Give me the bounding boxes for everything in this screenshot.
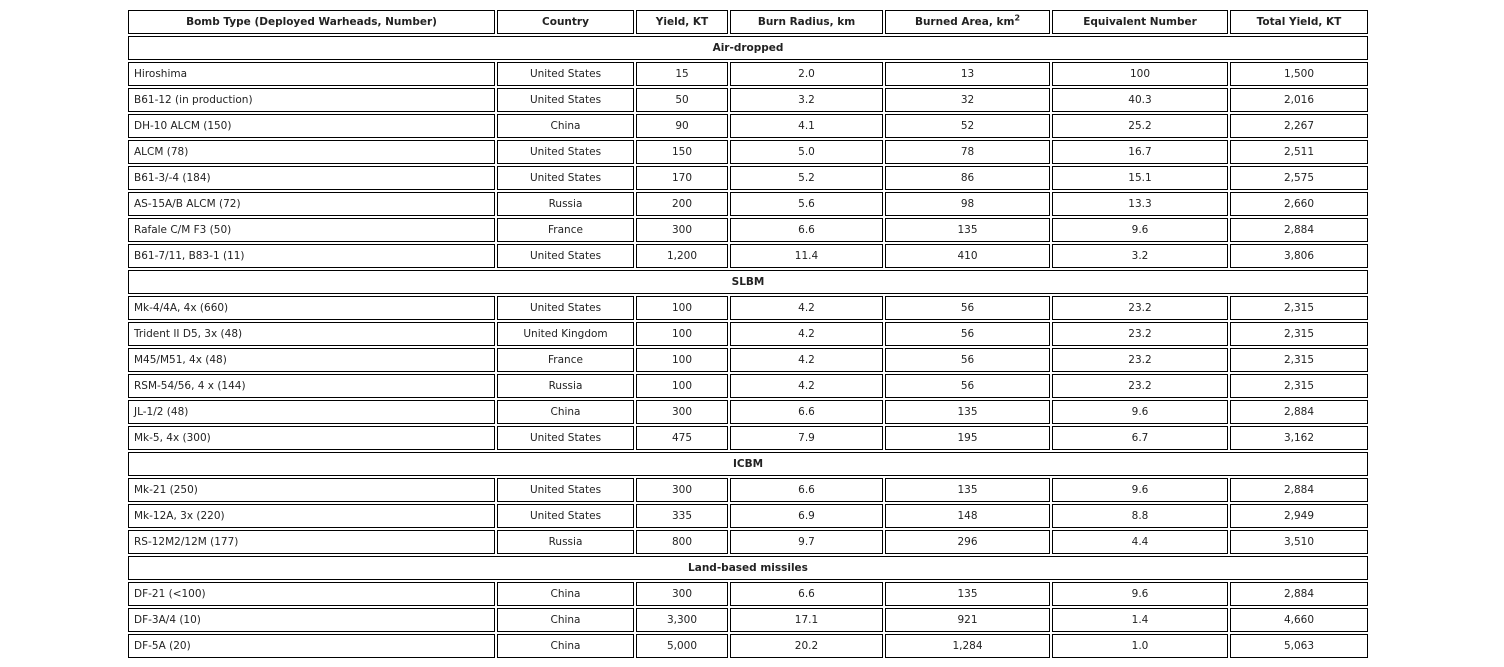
- cell-total-yield: 2,575: [1230, 166, 1368, 190]
- cell-yield: 100: [636, 296, 728, 320]
- table-row: [128, 166, 1368, 190]
- cell-total-yield: 2,315: [1230, 374, 1368, 398]
- section-row: [128, 556, 1368, 580]
- cell-bomb-type: AS-15A/B ALCM (72): [128, 192, 495, 216]
- cell-country: United States: [497, 88, 634, 112]
- cell-burn-radius: 17.1: [730, 608, 883, 632]
- cell-burned-area: 98: [885, 192, 1050, 216]
- cell-burn-radius: 6.9: [730, 504, 883, 528]
- cell-equivalent-number: 1.0: [1052, 634, 1228, 658]
- cell-burn-radius: 4.1: [730, 114, 883, 138]
- cell-total-yield: 2,511: [1230, 140, 1368, 164]
- cell-yield: 1,200: [636, 244, 728, 268]
- cell-burn-radius: 6.6: [730, 400, 883, 424]
- cell-burned-area: 56: [885, 348, 1050, 372]
- cell-burn-radius: 4.2: [730, 322, 883, 346]
- table-row: [128, 608, 1368, 632]
- cell-equivalent-number: 25.2: [1052, 114, 1228, 138]
- cell-total-yield: 5,063: [1230, 634, 1368, 658]
- cell-bomb-type: Mk-12A, 3x (220): [128, 504, 495, 528]
- cell-bomb-type: B61-7/11, B83-1 (11): [128, 244, 495, 268]
- nuclear-yield-table: [126, 8, 1370, 660]
- table-row: [128, 192, 1368, 216]
- cell-equivalent-number: 16.7: [1052, 140, 1228, 164]
- cell-country: United Kingdom: [497, 322, 634, 346]
- table-row: [128, 322, 1368, 346]
- table-row: [128, 374, 1368, 398]
- cell-country: France: [497, 218, 634, 242]
- cell-yield: 800: [636, 530, 728, 554]
- cell-burned-area: 32: [885, 88, 1050, 112]
- cell-bomb-type: DH-10 ALCM (150): [128, 114, 495, 138]
- cell-yield: 150: [636, 140, 728, 164]
- cell-burned-area: 195: [885, 426, 1050, 450]
- table-body: [128, 36, 1368, 658]
- cell-country: United States: [497, 62, 634, 86]
- cell-burned-area: 135: [885, 218, 1050, 242]
- cell-total-yield: 3,510: [1230, 530, 1368, 554]
- cell-country: China: [497, 608, 634, 632]
- table-row: [128, 478, 1368, 502]
- cell-country: China: [497, 400, 634, 424]
- cell-country: United States: [497, 140, 634, 164]
- cell-country: United States: [497, 166, 634, 190]
- cell-equivalent-number: 9.6: [1052, 478, 1228, 502]
- cell-country: Russia: [497, 374, 634, 398]
- cell-equivalent-number: 100: [1052, 62, 1228, 86]
- cell-country: France: [497, 348, 634, 372]
- cell-bomb-type: Rafale C/M F3 (50): [128, 218, 495, 242]
- cell-burned-area: 410: [885, 244, 1050, 268]
- header-total-yield: Total Yield, KT: [1230, 10, 1368, 34]
- cell-burned-area: 56: [885, 296, 1050, 320]
- header-bomb-type: Bomb Type (Deployed Warheads, Number): [128, 10, 495, 34]
- cell-burn-radius: 4.2: [730, 296, 883, 320]
- cell-equivalent-number: 23.2: [1052, 348, 1228, 372]
- table-row: [128, 114, 1368, 138]
- cell-bomb-type: DF-5A (20): [128, 634, 495, 658]
- cell-bomb-type: Trident II D5, 3x (48): [128, 322, 495, 346]
- table-row: [128, 426, 1368, 450]
- cell-burn-radius: 4.2: [730, 374, 883, 398]
- cell-country: United States: [497, 296, 634, 320]
- cell-burn-radius: 5.0: [730, 140, 883, 164]
- cell-equivalent-number: 6.7: [1052, 426, 1228, 450]
- cell-yield: 300: [636, 478, 728, 502]
- cell-burned-area: 56: [885, 322, 1050, 346]
- cell-equivalent-number: 1.4: [1052, 608, 1228, 632]
- cell-country: United States: [497, 478, 634, 502]
- table-row: [128, 530, 1368, 554]
- cell-bomb-type: RS-12M2/12M (177): [128, 530, 495, 554]
- cell-yield: 335: [636, 504, 728, 528]
- cell-yield: 300: [636, 218, 728, 242]
- cell-equivalent-number: 8.8: [1052, 504, 1228, 528]
- cell-yield: 100: [636, 348, 728, 372]
- cell-burned-area: 148: [885, 504, 1050, 528]
- cell-bomb-type: RSM-54/56, 4 x (144): [128, 374, 495, 398]
- cell-equivalent-number: 15.1: [1052, 166, 1228, 190]
- cell-country: United States: [497, 504, 634, 528]
- cell-yield: 300: [636, 400, 728, 424]
- cell-country: China: [497, 634, 634, 658]
- cell-total-yield: 2,016: [1230, 88, 1368, 112]
- cell-equivalent-number: 9.6: [1052, 400, 1228, 424]
- cell-burned-area: 86: [885, 166, 1050, 190]
- cell-yield: 100: [636, 322, 728, 346]
- cell-burn-radius: 5.6: [730, 192, 883, 216]
- cell-country: Russia: [497, 192, 634, 216]
- cell-equivalent-number: 23.2: [1052, 322, 1228, 346]
- cell-burn-radius: 6.6: [730, 218, 883, 242]
- cell-country: United States: [497, 426, 634, 450]
- table-row: [128, 504, 1368, 528]
- cell-burn-radius: 3.2: [730, 88, 883, 112]
- cell-burned-area: 56: [885, 374, 1050, 398]
- cell-yield: 5,000: [636, 634, 728, 658]
- cell-total-yield: 1,500: [1230, 62, 1368, 86]
- cell-equivalent-number: 3.2: [1052, 244, 1228, 268]
- section-title: Air-dropped: [128, 36, 1368, 60]
- cell-total-yield: 4,660: [1230, 608, 1368, 632]
- cell-burn-radius: 7.9: [730, 426, 883, 450]
- cell-bomb-type: B61-12 (in production): [128, 88, 495, 112]
- cell-total-yield: 2,315: [1230, 322, 1368, 346]
- cell-burned-area: 52: [885, 114, 1050, 138]
- cell-burned-area: 296: [885, 530, 1050, 554]
- cell-total-yield: 2,884: [1230, 400, 1368, 424]
- cell-burned-area: 135: [885, 400, 1050, 424]
- cell-equivalent-number: 13.3: [1052, 192, 1228, 216]
- section-row: [128, 452, 1368, 476]
- cell-burn-radius: 4.2: [730, 348, 883, 372]
- cell-total-yield: 2,267: [1230, 114, 1368, 138]
- cell-equivalent-number: 23.2: [1052, 296, 1228, 320]
- cell-bomb-type: JL-1/2 (48): [128, 400, 495, 424]
- cell-equivalent-number: 9.6: [1052, 218, 1228, 242]
- cell-total-yield: 2,315: [1230, 296, 1368, 320]
- cell-bomb-type: DF-21 (<100): [128, 582, 495, 606]
- cell-burn-radius: 11.4: [730, 244, 883, 268]
- cell-country: China: [497, 582, 634, 606]
- header-row: [128, 10, 1368, 34]
- cell-bomb-type: Mk-4/4A, 4x (660): [128, 296, 495, 320]
- cell-bomb-type: ALCM (78): [128, 140, 495, 164]
- table-row: [128, 140, 1368, 164]
- header-burned-area-label: Burned Area, km: [914, 16, 1015, 28]
- cell-yield: 15: [636, 62, 728, 86]
- cell-burned-area: 921: [885, 608, 1050, 632]
- table-row: [128, 296, 1368, 320]
- cell-burn-radius: 5.2: [730, 166, 883, 190]
- cell-burned-area: 13: [885, 62, 1050, 86]
- section-title: Land-based missiles: [128, 556, 1368, 580]
- table-row: [128, 400, 1368, 424]
- cell-yield: 170: [636, 166, 728, 190]
- nuclear-yield-table-container: [128, 10, 1360, 658]
- cell-burned-area: 1,284: [885, 634, 1050, 658]
- cell-equivalent-number: 4.4: [1052, 530, 1228, 554]
- cell-yield: 200: [636, 192, 728, 216]
- cell-total-yield: 2,949: [1230, 504, 1368, 528]
- cell-bomb-type: Hiroshima: [128, 62, 495, 86]
- table-row: [128, 218, 1368, 242]
- cell-yield: 50: [636, 88, 728, 112]
- cell-yield: 100: [636, 374, 728, 398]
- table-row: [128, 244, 1368, 268]
- header-burned-area: [885, 10, 1050, 34]
- cell-equivalent-number: 40.3: [1052, 88, 1228, 112]
- table-row: [128, 88, 1368, 112]
- table-row: [128, 634, 1368, 658]
- cell-burned-area: 135: [885, 582, 1050, 606]
- cell-burn-radius: 6.6: [730, 582, 883, 606]
- table-row: [128, 62, 1368, 86]
- section-title: SLBM: [128, 270, 1368, 294]
- cell-bomb-type: Mk-5, 4x (300): [128, 426, 495, 450]
- cell-country: China: [497, 114, 634, 138]
- cell-total-yield: 3,806: [1230, 244, 1368, 268]
- section-row: [128, 270, 1368, 294]
- cell-equivalent-number: 23.2: [1052, 374, 1228, 398]
- cell-burned-area: 135: [885, 478, 1050, 502]
- cell-burn-radius: 20.2: [730, 634, 883, 658]
- cell-bomb-type: DF-3A/4 (10): [128, 608, 495, 632]
- cell-total-yield: 2,660: [1230, 192, 1368, 216]
- cell-yield: 300: [636, 582, 728, 606]
- cell-total-yield: 2,315: [1230, 348, 1368, 372]
- header-country: Country: [497, 10, 634, 34]
- header-burned-area-superscript: 2: [1014, 13, 1021, 23]
- cell-burned-area: 78: [885, 140, 1050, 164]
- cell-yield: 3,300: [636, 608, 728, 632]
- cell-burn-radius: 9.7: [730, 530, 883, 554]
- cell-total-yield: 2,884: [1230, 478, 1368, 502]
- cell-country: Russia: [497, 530, 634, 554]
- cell-bomb-type: M45/M51, 4x (48): [128, 348, 495, 372]
- cell-yield: 475: [636, 426, 728, 450]
- cell-yield: 90: [636, 114, 728, 138]
- cell-burn-radius: 6.6: [730, 478, 883, 502]
- cell-total-yield: 3,162: [1230, 426, 1368, 450]
- cell-total-yield: 2,884: [1230, 582, 1368, 606]
- table-row: [128, 348, 1368, 372]
- table-row: [128, 582, 1368, 606]
- section-title: ICBM: [128, 452, 1368, 476]
- cell-bomb-type: Mk-21 (250): [128, 478, 495, 502]
- cell-bomb-type: B61-3/-4 (184): [128, 166, 495, 190]
- section-row: [128, 36, 1368, 60]
- cell-country: United States: [497, 244, 634, 268]
- cell-equivalent-number: 9.6: [1052, 582, 1228, 606]
- header-burn-radius: Burn Radius, km: [730, 10, 883, 34]
- cell-burn-radius: 2.0: [730, 62, 883, 86]
- cell-total-yield: 2,884: [1230, 218, 1368, 242]
- header-yield: Yield, KT: [636, 10, 728, 34]
- header-equivalent-number: Equivalent Number: [1052, 10, 1228, 34]
